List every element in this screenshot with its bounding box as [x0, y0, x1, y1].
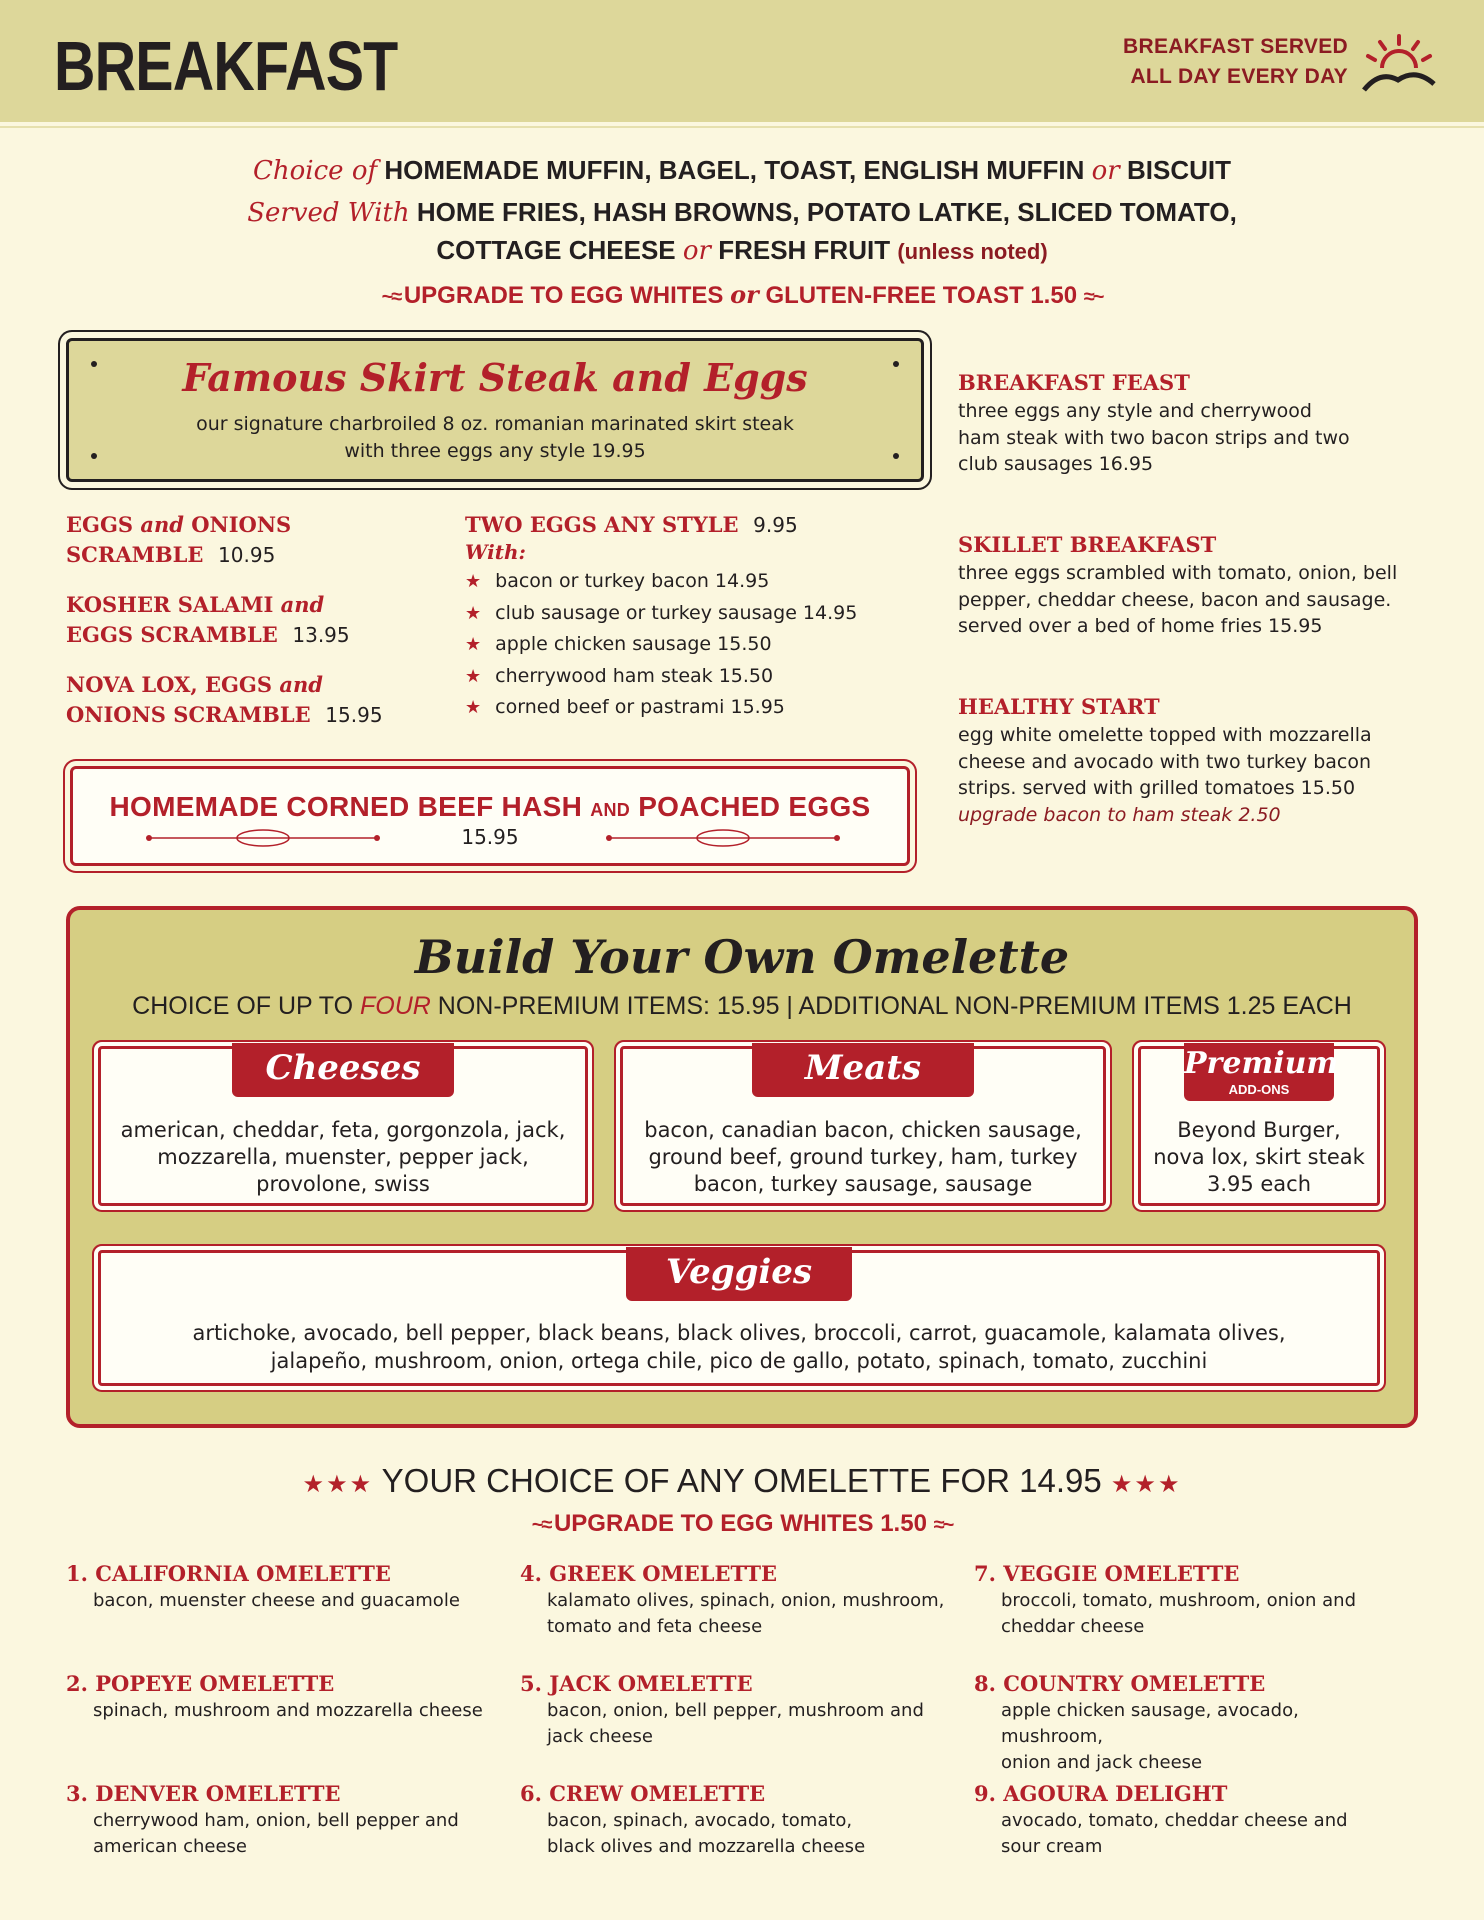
list-item: ★ apple chicken sausage 15.50: [465, 633, 772, 655]
premium-card: Premium ADD-ONS Beyond Burger, nova lox, skirt steak 3.95 each: [1138, 1046, 1380, 1206]
sunrise-icon: [1360, 32, 1438, 98]
intro-line-3: COTTAGE CHEESE or FRESH FRUIT (unless noted): [436, 235, 1048, 266]
flourish-icon: ~≈: [381, 286, 404, 308]
featured-skirt-steak: [66, 338, 924, 482]
corned-beef-hash-panel: [70, 766, 910, 866]
build-omelette-panel: [66, 906, 1418, 1428]
omelette-item: 5. JACK OMELETTE bacon, onion, bell pepper, mushroom and jack cheese: [520, 1671, 924, 1747]
star-icon: ★: [465, 602, 482, 624]
header-divider: [0, 126, 1484, 128]
flourish-icon: ~≈: [531, 1514, 554, 1536]
omelette-item: 3. DENVER OMELETTE cherrywood ham, onion, bell pepper and american cheese: [66, 1781, 459, 1857]
intro-line-2: Served With HOME FRIES, HASH BROWNS, POTATO LATKE, SLICED TOMATO,: [247, 197, 1237, 228]
list-item: ★ corned beef or pastrami 15.95: [465, 696, 785, 718]
hash-price: 15.95: [461, 825, 519, 849]
omelette-item: 8. COUNTRY OMELETTE apple chicken sausage, avocado, mushroom, onion and jack cheese: [974, 1671, 1299, 1773]
omelette-item: 1. CALIFORNIA OMELETTE bacon, muenster cheese and guacamole: [66, 1561, 460, 1611]
meats-card: Meats bacon, canadian bacon, chicken sausage, ground beef, ground turkey, ham, turkey bacon, turkey sausage, sausage: [620, 1046, 1106, 1206]
veggies-card: Veggies artichoke, avocado, bell pepper, black beans, black olives, broccoli, carrot, guacamole, kalamata olives, jalapeño, mushroom, onion, ortega chile, pico de gallo, potato, spinach, tomato, zucchini: [98, 1250, 1380, 1386]
star-icon: ★: [465, 697, 482, 718]
menu-item-skillet-breakfast: SKILLET BREAKFAST three eggs scrambled with tomato, onion, bell pepper, cheddar cheese, bacon and sausage. served over a bed of home fries 15.95: [958, 532, 1398, 637]
served-all-day-note: BREAKFAST SERVED ALL DAY EVERY DAY: [1123, 35, 1348, 88]
egg-whites-upgrade: ~≈ UPGRADE TO EGG WHITES 1.50 ≈~: [531, 1510, 953, 1537]
star-icon: ★: [465, 571, 482, 592]
omelette-title: Build Your Own Omelette: [414, 930, 1070, 984]
flourish-icon: [603, 829, 843, 847]
list-item: ★ cherrywood ham steak 15.50: [465, 664, 774, 687]
omelette-item: 9. AGOURA DELIGHT avocado, tomato, cheddar cheese and sour cream: [974, 1781, 1348, 1857]
omelette-item: 7. VEGGIE OMELETTE broccoli, tomato, mushroom, onion and cheddar cheese: [974, 1561, 1357, 1637]
omelette-item: 4. GREEK OMELETTE kalamato olives, spinach, onion, mushroom, tomato and feta cheese: [520, 1561, 945, 1637]
menu-item-kosher-salami: KOSHER SALAMI and EGGS SCRAMBLE 13.95: [66, 592, 350, 647]
menu-item-two-eggs: TWO EGGS ANY STYLE 9.95 With: ★ bacon or turkey bacon 14.95 ★ club sausage or turkey sausage 14.95 ★ apple chicken sausage 15.50 ★ cherrywood ham steak 15.50 ★ corned beef or pastrami 15.95: [465, 510, 935, 724]
menu-item-healthy-start: HEALTHY START egg white omelette topped with mozzarella cheese and avocado with two turkey bacon strips. served with grilled tomatoes 15.50 upgrade bacon to ham steak 2.50: [958, 694, 1372, 826]
list-item: ★ club sausage or turkey sausage 14.95: [465, 601, 858, 624]
flourish-icon: [143, 829, 383, 847]
flourish-icon: ≈~: [933, 1514, 953, 1536]
star-icon: ★: [465, 634, 482, 655]
omelette-item: 2. POPEYE OMELETTE spinach, mushroom and mozzarella cheese: [66, 1671, 483, 1721]
menu-item-breakfast-feast: BREAKFAST FEAST three eggs any style and cherrywood ham steak with two bacon strips and two club sausages 16.95: [958, 370, 1350, 475]
featured-description: our signature charbroiled 8 oz. romanian marinated skirt steak with three eggs any style 19.95: [196, 413, 794, 462]
hash-title: HOMEMADE CORNED BEEF HASH AND POACHED EGGS: [109, 791, 871, 822]
left-items: [66, 510, 426, 730]
menu-item-nova-lox: NOVA LOX, EGGS and ONIONS SCRAMBLE 15.95: [66, 672, 383, 727]
star-icon: ★★★: [1110, 1471, 1182, 1498]
omelette-pricing: CHOICE OF UP TO FOUR NON-PREMIUM ITEMS: 15.95 | ADDITIONAL NON-PREMIUM ITEMS 1.25 EACH: [132, 992, 1352, 1020]
flourish-icon: ≈~: [1083, 286, 1103, 308]
cheeses-card: Cheeses american, cheddar, feta, gorgonzola, jack, mozzarella, muenster, pepper jack, provolone, swiss: [98, 1046, 588, 1206]
menu-item-eggs-onions: EGGS and ONIONS SCRAMBLE 10.95: [66, 512, 292, 567]
omelette-item: 6. CREW OMELETTE bacon, spinach, avocado, tomato, black olives and mozzarella cheese: [520, 1781, 866, 1857]
page-title: BREAKFAST: [54, 27, 398, 105]
upgrade-note: ~≈ UPGRADE TO EGG WHITES or GLUTEN-FREE TOAST 1.50 ≈~: [381, 280, 1103, 309]
featured-title: Famous Skirt Steak and Eggs: [182, 355, 808, 400]
omelette-choice-banner: ★★★ YOUR CHOICE OF ANY OMELETTE FOR 14.95 ★★★: [302, 1462, 1182, 1499]
star-icon: ★: [465, 665, 482, 687]
star-icon: ★★★: [302, 1471, 374, 1498]
list-item: ★ bacon or turkey bacon 14.95: [465, 570, 770, 592]
intro-line-1: Choice of HOMEMADE MUFFIN, BAGEL, TOAST, ENGLISH MUFFIN or BISCUIT: [253, 155, 1231, 186]
